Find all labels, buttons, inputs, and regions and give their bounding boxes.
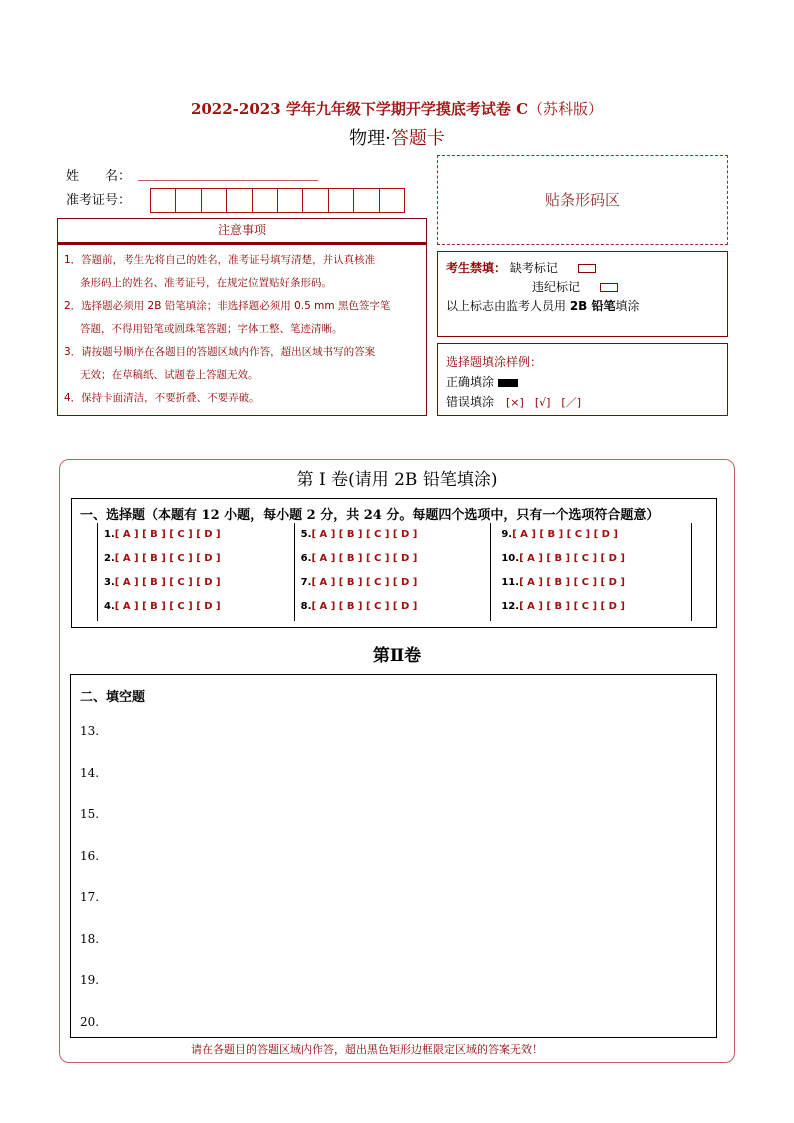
choice-question[interactable] — [104, 527, 294, 551]
answer-options[interactable]: [ A ] [ B ] [ C ] [ D ] — [311, 529, 418, 540]
choice-column — [294, 523, 491, 621]
notice-heading: 注意事项 — [57, 218, 427, 243]
choice-question[interactable] — [501, 599, 691, 623]
choice-question[interactable] — [301, 527, 491, 551]
answer-options[interactable]: [ A ] [ B ] [ C ] [ D ] — [519, 577, 625, 588]
wrong-fill-label: 错误填涂 — [446, 395, 495, 409]
question-number: 5. — [300, 529, 312, 540]
title-suffix: （苏科版） — [528, 100, 604, 118]
fill-sample-box — [437, 343, 728, 416]
forbidden-label: 考生禁填： — [446, 261, 507, 275]
answer-options[interactable]: [ A ] [ B ] [ C ] [ D ] — [114, 577, 221, 588]
question-number: 2. — [104, 553, 115, 564]
answer-options[interactable]: [ A ] [ B ] [ C ] [ D ] — [114, 553, 221, 564]
question-number: 11. — [501, 577, 520, 588]
name-field[interactable] — [138, 180, 318, 181]
fill-blank-box[interactable] — [70, 674, 717, 1038]
answer-options[interactable]: [ A ] [ B ] [ C ] [ D ] — [311, 553, 418, 564]
choice-question[interactable] — [301, 599, 491, 623]
choice-question[interactable] — [104, 551, 294, 575]
note-prefix: 以上标志由监考人员用 — [446, 299, 570, 313]
wrong-marks: [×] [√] [／] — [506, 396, 581, 409]
notice-item: 3．请按题号顺序在各题目的答题区域内作答，超出区域书写的答案 — [64, 346, 376, 358]
fill-question-number: 19. — [80, 973, 100, 987]
title-text: 2022-2023 学年九年级下学期开学摸底考试卷 C — [190, 100, 529, 118]
section1-title: 第 I 卷(请用 2B 铅笔填涂) — [296, 470, 498, 490]
answer-options[interactable]: [ A ] [ B ] [ C ] [ D ] — [114, 529, 221, 540]
id-box[interactable] — [201, 188, 227, 213]
footer-warning: 请在各题目的答题区域内作答，超出黑色矩形边框限定区域的答案无效！ — [191, 1043, 543, 1056]
id-box[interactable] — [353, 188, 379, 213]
answer-options[interactable]: [ A ] [ B ] [ C ] [ D ] — [512, 529, 618, 540]
answer-options[interactable]: [ A ] [ B ] [ C ] [ D ] — [519, 601, 625, 612]
id-box[interactable] — [302, 188, 328, 213]
absent-mark-box[interactable] — [578, 264, 596, 273]
notice-item: 无效；在草稿纸、试题卷上答题无效。 — [80, 369, 259, 381]
filled-mark-icon — [498, 379, 518, 387]
question-number: 7. — [300, 577, 312, 588]
choice-column — [490, 523, 691, 621]
fill-question-number: 14. — [80, 765, 100, 780]
id-box[interactable] — [328, 188, 354, 213]
question-number: 12. — [501, 601, 520, 612]
notice-item: 条形码上的姓名、准考证号，在规定位置贴好条形码。 — [80, 277, 332, 289]
notice-item: 1．答题前，考生先将自己的姓名，准考证号填写清楚，并认真核准 — [64, 254, 376, 266]
answer-options[interactable]: [ A ] [ B ] [ C ] [ D ] — [311, 601, 418, 612]
exam-title — [0, 98, 794, 119]
note-suffix: 填涂 — [615, 299, 640, 313]
id-box[interactable] — [226, 188, 252, 213]
id-box[interactable] — [175, 188, 201, 213]
id-box[interactable] — [277, 188, 303, 213]
question-number: 9. — [501, 529, 513, 540]
choice-grid — [97, 523, 692, 621]
sample-heading: 选择题填涂样例： — [446, 355, 543, 369]
choice-heading: 一、选择题（本题有 12 小题，每小题 2 分，共 24 分。每题四个选项中，只有一个选项符合题意） — [80, 508, 660, 523]
notice-box — [57, 243, 427, 416]
fill-question-number: 20. — [80, 1014, 100, 1029]
choice-question[interactable] — [104, 599, 294, 623]
barcode-area: 贴条形码区 — [437, 155, 728, 245]
question-number: 10. — [501, 553, 520, 564]
question-number: 4. — [104, 601, 115, 612]
notice-item: 2．选择题必须用 2B 铅笔填涂；非选择题必须用 0.5 mm 黑色签字笔 — [64, 300, 391, 312]
choice-question[interactable] — [301, 551, 491, 575]
fill-heading: 二、填空题 — [80, 690, 146, 705]
fill-question-number: 18. — [80, 931, 100, 946]
notice-item: 答题，不得用铅笔或圆珠笔答题；字体工整、笔迹清晰。 — [80, 323, 343, 335]
choice-column — [98, 523, 294, 621]
violation-mark-box[interactable] — [600, 283, 618, 292]
fill-question-number: 15. — [80, 807, 100, 821]
id-label: 准考证号： — [66, 193, 132, 208]
choice-question[interactable] — [501, 527, 691, 551]
notice-item: 4．保持卡面清洁，不要折叠、不要弄破。 — [64, 392, 260, 404]
choice-question[interactable] — [501, 575, 691, 599]
id-number-boxes[interactable] — [151, 188, 405, 213]
id-box[interactable] — [379, 188, 405, 213]
choice-question[interactable] — [501, 551, 691, 575]
subject: 物理· — [349, 128, 391, 149]
choice-question[interactable] — [104, 575, 294, 599]
answer-options[interactable]: [ A ] [ B ] [ C ] [ D ] — [114, 601, 221, 612]
answer-options[interactable]: [ A ] [ B ] [ C ] [ D ] — [519, 553, 625, 564]
fill-question-number: 16. — [80, 848, 100, 863]
question-number: 6. — [300, 553, 312, 564]
absent-mark-label: 缺考标记 — [509, 261, 558, 275]
card-label: 答题卡 — [390, 128, 445, 149]
note-bold: 2B 铅笔 — [569, 299, 616, 313]
question-number: 8. — [300, 601, 312, 612]
id-box[interactable] — [150, 188, 176, 213]
question-number: 1. — [104, 529, 115, 540]
correct-fill-label: 正确填涂 — [446, 375, 495, 389]
violation-mark-label: 违纪标记 — [532, 280, 581, 294]
fill-question-number: 13. — [80, 724, 100, 738]
choice-question[interactable] — [301, 575, 491, 599]
section2-title: 第Ⅱ卷 — [372, 646, 422, 666]
subtitle — [0, 124, 794, 150]
name-label: 姓 名： — [66, 169, 132, 184]
fill-question-number: 17. — [80, 890, 100, 904]
question-number: 3. — [104, 577, 115, 588]
answer-options[interactable]: [ A ] [ B ] [ C ] [ D ] — [311, 577, 418, 588]
id-box[interactable] — [252, 188, 278, 213]
forbidden-box — [437, 251, 728, 337]
